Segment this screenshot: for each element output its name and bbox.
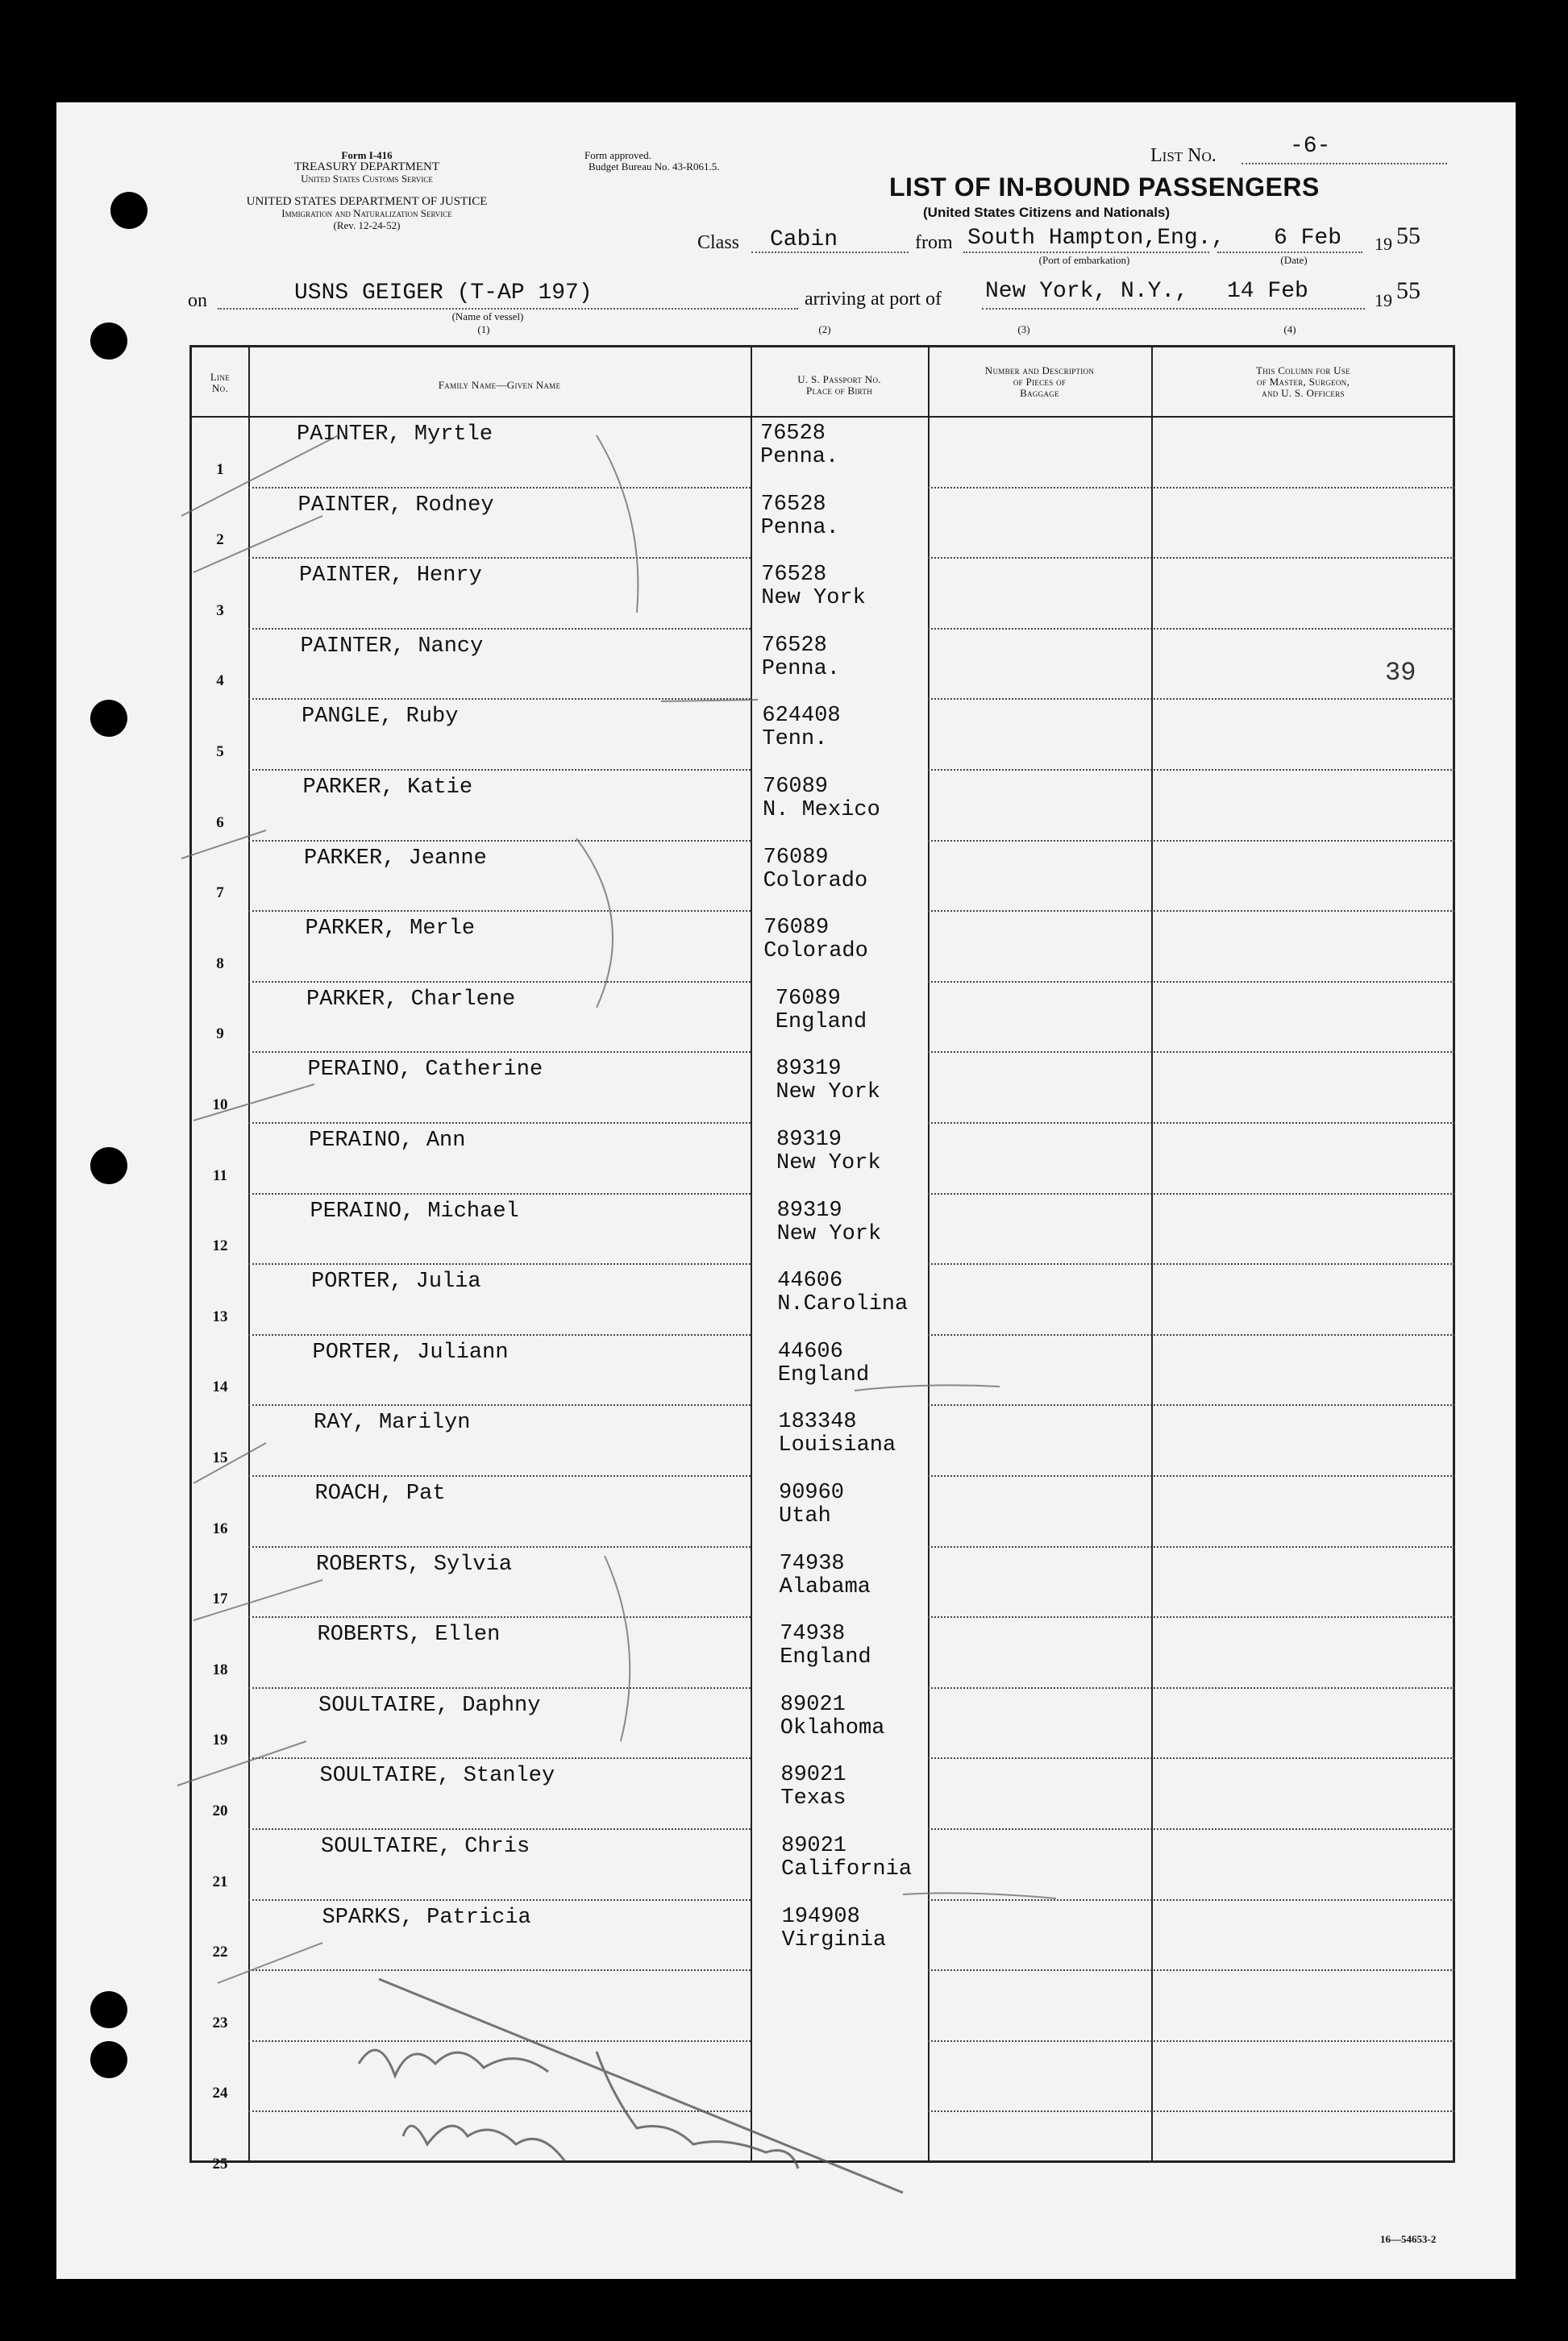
passport-number: 44606 [777,1269,843,1294]
place-of-birth: Oklahoma [780,1715,885,1740]
year-prefix: 19 [1375,234,1392,254]
header-baggage-line3: Baggage [1020,387,1059,399]
passport-number: 89319 [776,1057,842,1082]
place-of-birth: California [781,1857,913,1882]
header-passport-line2: Place of Birth [805,385,873,397]
header-officers-line1: This Column for Use [1256,364,1350,376]
passport-number: 76089 [763,775,829,799]
header-officers-line2: of Master, Surgeon, [1257,376,1350,388]
passenger-name: PARKER, Merle [305,917,476,942]
place-of-birth: Penna. [761,656,841,681]
form-approved: Form approved. [584,149,652,161]
line-number: 15 [212,1449,228,1466]
departure-year: 55 [1396,222,1420,249]
vessel-name: USNS GEIGER (T-AP 197) [294,281,593,306]
form-revision: (Rev. 12-24-52) [333,219,401,231]
passport-number: 89319 [776,1198,842,1223]
passport-number: 76089 [763,916,830,941]
place-of-birth: New York [776,1080,881,1105]
arrival-port: New York, N.Y., [985,279,1189,304]
page-title: LIST OF IN-BOUND PASSENGERS [889,173,1320,202]
passenger-name: PAINTER, Rodney [297,493,494,518]
place-of-birth: England [777,1362,870,1387]
signature-mark [359,1979,903,2193]
place-of-birth: Utah [779,1504,831,1528]
header-officers-line3: and U. S. Officers [1262,387,1345,399]
line-number: 2 [216,531,224,549]
header-passport-line1: U. S. Passport No. [797,373,881,385]
port-of-embarkation: South Hampton,Eng., [967,226,1225,251]
passenger-name: PAINTER, Nancy [300,634,484,659]
arrival-date: 14 Feb [1227,279,1308,304]
line-number: 9 [216,1025,224,1043]
place-of-birth: Colorado [763,868,868,893]
passenger-name: SPARKS, Patricia [322,1905,531,1930]
date-caption: (Date) [1280,254,1308,266]
line-number: 7 [216,884,224,902]
passport-number: 44606 [777,1339,843,1364]
place-of-birth: England [780,1645,871,1670]
passenger-name: PERAINO, Michael [310,1199,519,1224]
passenger-name: PANGLE, Ruby [302,705,459,730]
passport-number: 76528 [760,422,826,446]
line-number: 3 [216,601,224,619]
passenger-name: PARKER, Katie [302,775,473,800]
place-of-birth: Penna. [760,515,839,540]
place-of-birth: England [775,1009,867,1034]
header-baggage-line1: Number and Description [984,364,1095,376]
header-baggage-line2: of Pieces of [1013,376,1067,388]
arriving-label: arriving at port of [805,289,942,310]
passport-number: 183348 [778,1410,857,1435]
passenger-name: PARKER, Jeanne [304,846,487,871]
passport-number: 89319 [776,1128,842,1152]
line-number: 5 [216,743,224,760]
line-number: 21 [212,1873,228,1890]
passenger-name: PORTER, Juliann [312,1340,509,1365]
on-label: on [188,290,207,311]
passenger-name: SOULTAIRE, Daphny [318,1693,541,1718]
passport-number: 76089 [775,986,841,1011]
line-number: 11 [213,1166,227,1184]
port-embarkation-caption: (Port of embarkation) [1038,254,1130,266]
class-label: Class [697,232,740,253]
line-number: 10 [212,1096,228,1113]
passenger-name: PERAINO, Catherine [307,1058,543,1083]
passenger-name: SOULTAIRE, Stanley [319,1764,555,1789]
immigration-service: Immigration and Naturalization Service [281,207,452,219]
form-number: Form I-416 [341,149,393,161]
col-num-1: (1) [477,323,490,335]
from-label: from [915,232,953,253]
page-subtitle: (United States Citizens and Nationals) [923,205,1171,220]
place-of-birth: New York [761,586,866,611]
line-number: 13 [212,1308,228,1325]
treasury-department: TREASURY DEPARTMENT [293,160,440,173]
line-number: 18 [212,1661,228,1678]
place-of-birth: N. Mexico [763,798,880,822]
passport-number: 76528 [761,563,827,588]
passport-number: 89021 [780,1692,846,1717]
line-number: 17 [212,1590,228,1608]
place-of-birth: Alabama [779,1574,871,1599]
customs-service: United States Customs Service [301,173,433,185]
col-num-4: (4) [1283,323,1296,335]
line-number: 4 [216,672,224,690]
place-of-birth: Penna. [760,445,839,469]
col-num-2: (2) [818,323,831,335]
passenger-name: PARKER, Charlene [306,987,516,1012]
line-number: 12 [212,1237,228,1255]
line-number: 20 [212,1803,228,1819]
passenger-name: RAY, Marilyn [314,1411,471,1436]
budget-bureau: Budget Bureau No. 43-R061.5. [589,160,720,173]
line-number: 1 [216,460,224,478]
passport-number: 194908 [781,1904,860,1929]
class-value: Cabin [770,227,838,252]
line-number: 24 [212,2085,228,2102]
place-of-birth: Tenn. [762,727,828,752]
header-name: Family Name—Given Name [438,379,561,391]
passport-number: 89021 [780,1763,846,1788]
passenger-name: ROBERTS, Sylvia [316,1552,513,1577]
passport-number: 76089 [763,845,829,870]
passport-number: 74938 [780,1622,846,1647]
passenger-name: PORTER, Julia [311,1270,481,1295]
side-mark: 39 [1385,658,1416,688]
line-number: 6 [216,813,224,831]
arrival-year-prefix: 19 [1375,290,1392,310]
passenger-name: ROBERTS, Ellen [317,1623,501,1648]
place-of-birth: N.Carolina [777,1292,909,1317]
vessel-caption: (Name of vessel) [451,310,524,322]
passenger-name: PAINTER, Myrtle [297,422,493,447]
place-of-birth: New York [776,1151,881,1175]
passport-number: 90960 [779,1481,845,1505]
line-number: 14 [212,1378,228,1396]
passenger-name: PERAINO, Ann [309,1129,466,1153]
place-of-birth: Colorado [763,939,868,964]
place-of-birth: Louisiana [778,1433,896,1458]
line-number: 23 [212,2014,228,2031]
line-number: 19 [212,1732,228,1749]
place-of-birth: Virginia [781,1927,887,1952]
passport-number: 76528 [760,492,826,517]
list-number-value: -6- [1290,134,1331,159]
line-number: 8 [216,954,224,972]
line-number: 16 [212,1520,228,1537]
department-of-justice: UNITED STATES DEPARTMENT OF JUSTICE [246,195,488,208]
passport-number: 76528 [761,633,827,658]
line-number: 22 [212,1944,228,1961]
place-of-birth: New York [776,1221,882,1246]
list-number-label: List No. [1150,145,1217,166]
passenger-name: PAINTER, Henry [299,563,482,588]
line-number: 25 [212,2156,228,2173]
passport-number: 624408 [762,704,841,729]
passport-number: 89021 [781,1834,847,1858]
place-of-birth: Texas [780,1786,846,1811]
header-line-no-text: Line No. [210,371,231,394]
passenger-name: SOULTAIRE, Chris [321,1835,530,1859]
print-code: 16—54653-2 [1380,2233,1437,2245]
passenger-name: ROACH, Pat [314,1482,446,1506]
departure-date: 6 Feb [1274,226,1342,251]
arrival-year: 55 [1396,277,1420,304]
passport-number: 74938 [779,1551,845,1576]
col-num-3: (3) [1017,323,1030,335]
